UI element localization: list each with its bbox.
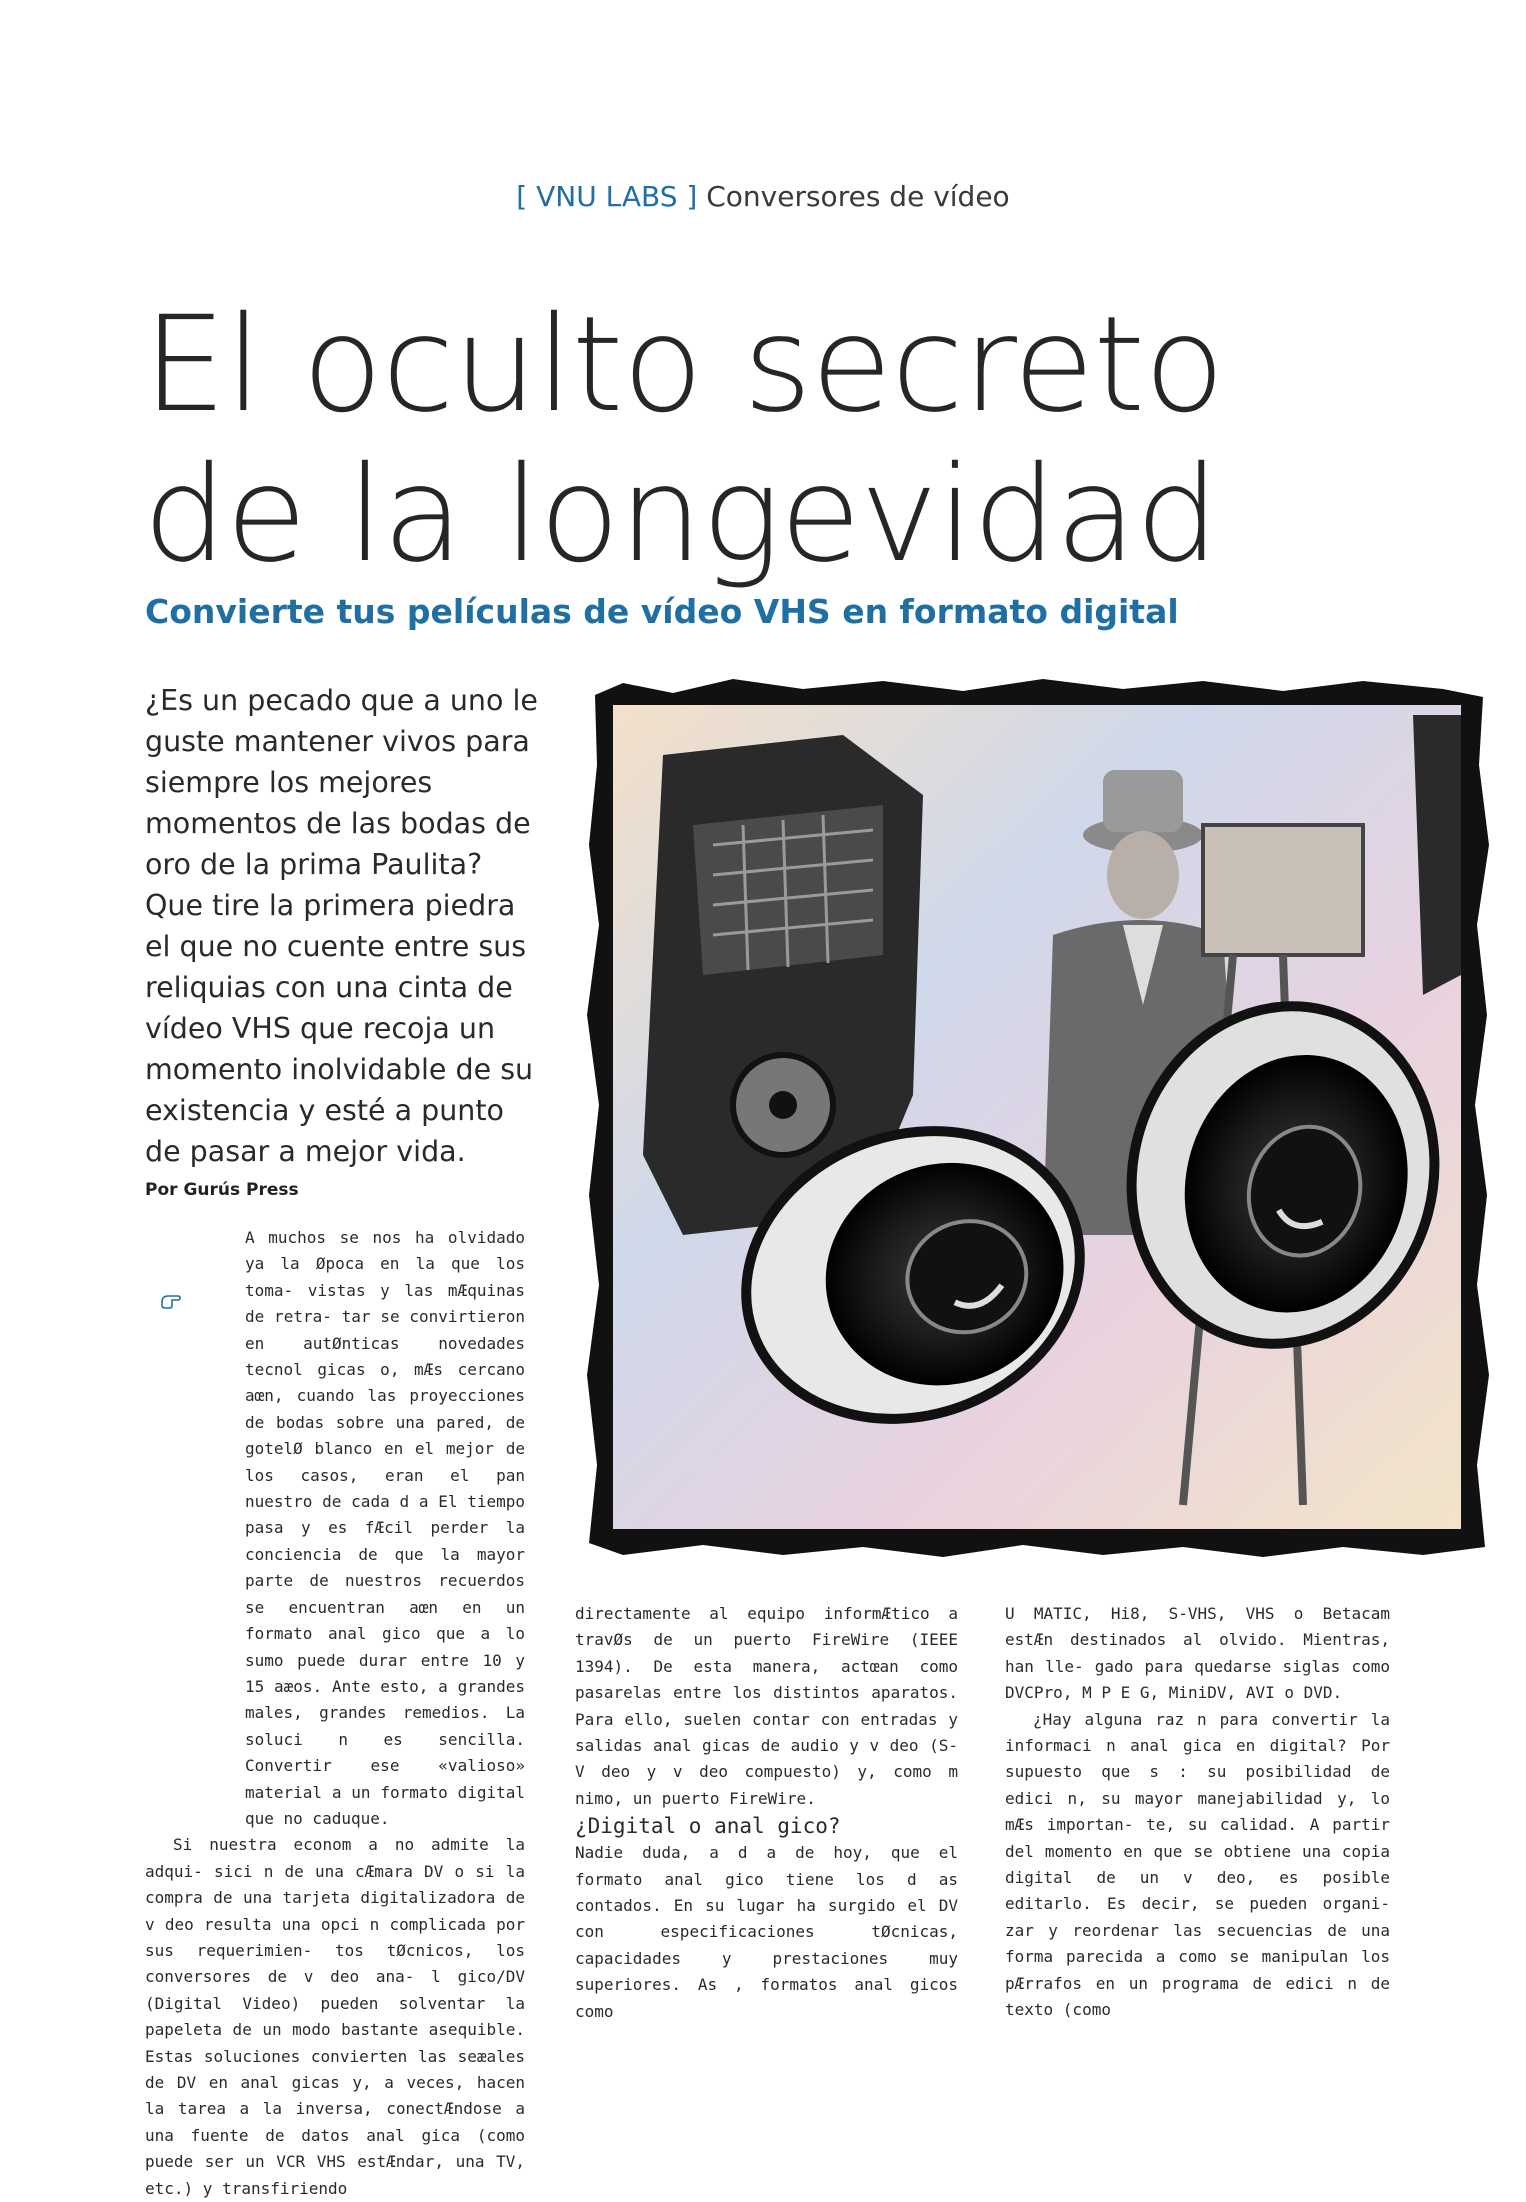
section-kicker (0, 180, 1526, 213)
body-paragraph: ¿Hay alguna raz n para convertir la informaci n anal gica en digital? Por supuesto que s : su posibilidad de edici n, su mayor manejabilidad y, lo mÆs importan- te, su calidad. A partir del momento en que se obtiene una copia digital de un v deo, es posible editarlo. Es decir, se pueden organi- zar y reordenar las secuencias de una forma parecida a como se manipulan los pÆrrafos en un programa de edici n de texto (como (1005, 1709, 1390, 2020)
section-label: [ VNU LABS ] (516, 180, 698, 213)
byline: Por Gurús Press (145, 1180, 299, 1200)
body-paragraph: Si nuestra econom a no admite la adqui- sici n de una cÆmara DV o si la compra de una tarjeta digitalizadora de v deo resulta una opci n complicada por sus requerimien- tos tØcnicos, los conversores de v deo ana- l gico/DV (Digital Video) pueden solventar la papeleta de un modo bastante asequible. Estas soluciones convierten las seæales de DV en anal gicas y, a veces, hacen la tarea a la inversa, conectÆndose a una fuente de datos anal gica (como puede ser un VCR VHS estÆndar, una TV, etc.) y transfiriendo (145, 1835, 525, 2198)
body-paragraph: Nadie duda, a d a de hoy, que el formato anal gico tiene los d as contados. En su lugar ha surgido el DV con especificaciones tØcnicas, capacidades y prestaciones muy superiores. As , formatos anal gicos como (575, 1843, 958, 2021)
body-paragraph: U MATIC, Hi8, S-VHS, VHS o Betacam estÆn destinados al olvido. Mientras, han lle- gado para quedarse siglas como DVCPro, M P E G, MiniDV, AVI o DVD. (1005, 1604, 1390, 1703)
article-title (143, 290, 1403, 590)
body-paragraph: A muchos se nos ha olvidado ya la Øpoca en la que los toma- vistas y las mÆquinas de retra- tar se convirtieron en autØnticas novedades tecnol gicas o, mÆs cercano aœn, cuando las proyecciones de bodas sobre una pared, de gotelØ blanco en el mejor de los casos, eran el pan nuestro de cada d a El tiempo pasa y es fÆcil perder la conciencia de que la mayor parte de nuestros recuerdos se encuentran aœn en un formato anal gico que a lo sumo puede durar entre 10 y 15 aæos. Ante esto, a grandes males, grandes remedios. La soluci n es sencilla. Convertir ese «valioso» material a un formato digital que no caduque. (245, 1228, 525, 1828)
article-photo (583, 675, 1491, 1559)
body-column-3 (1005, 1601, 1390, 2024)
body-column-2 (575, 1601, 958, 2025)
body-column-1 (145, 1225, 525, 2202)
body-paragraph: directamente al equipo informÆtico a travØs de un puerto FireWire (IEEE 1394). De esta manera, actœan como pasarelas entre los distintos aparatos. Para ello, suelen contar con entradas y salidas anal gicas de audio y v deo (S-V deo y v deo compuesto) y, como m nimo, un puerto FireWire. (575, 1604, 958, 1808)
section-topic: Conversores de vídeo (706, 180, 1010, 213)
title-line-2: de la longevidad (143, 438, 1219, 592)
title-line-1: El oculto secreto (143, 288, 1224, 442)
article-subtitle: Convierte tus películas de vídeo VHS en formato digital (145, 592, 1179, 631)
lead-paragraph: ¿Es un pecado que a uno le guste mantener vivos para siempre los mejores momentos de las bodas de oro de la prima Paulita? Que tire la primera piedra el que no cuente entre sus reliquias con una cinta de vídeo VHS que recoja un momento inolvidable de su existencia y esté a punto de pasar a mejor vida. (145, 684, 538, 1168)
section-subheading: ¿Digital o anal gico? (575, 1814, 841, 1839)
